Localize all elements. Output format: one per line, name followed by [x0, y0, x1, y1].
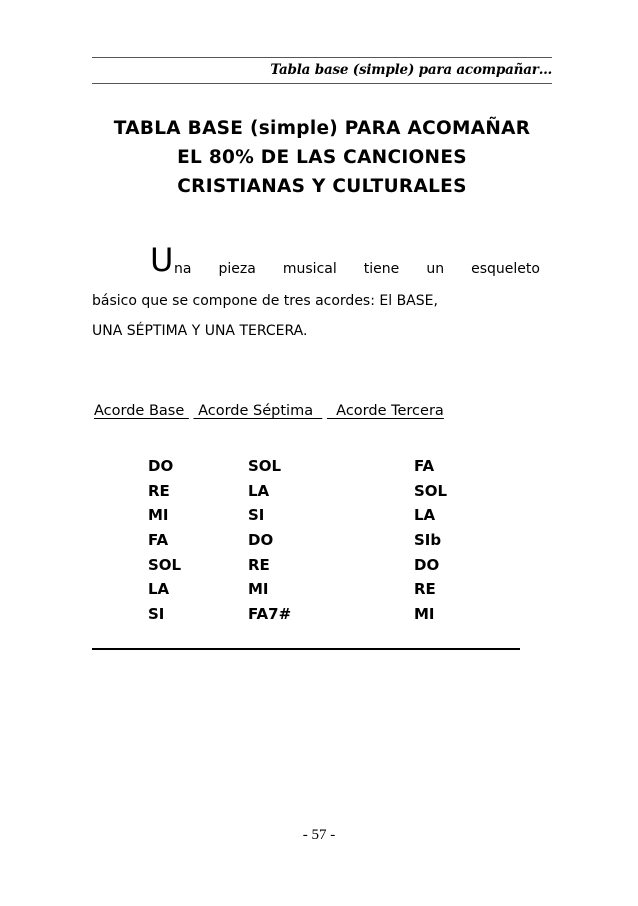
cell-base: MI — [148, 506, 169, 525]
header-tercera: Acorde Tercera — [326, 403, 444, 419]
cell-septima: FA7# — [248, 604, 292, 623]
table-row — [148, 454, 474, 479]
cell-tercera: SIb — [414, 531, 442, 550]
cell-base: SI — [148, 604, 165, 623]
cell-tercera: MI — [414, 604, 435, 623]
cell-base: FA — [148, 531, 169, 550]
cell-septima: SI — [248, 506, 265, 525]
cell-septima: RE — [248, 555, 270, 574]
page-title — [92, 114, 552, 201]
page-number: - 57 - — [302, 827, 336, 843]
word: musical — [282, 261, 337, 277]
header-rule-bottom — [92, 83, 552, 84]
intro-paragraph — [92, 240, 540, 346]
cell-tercera: FA — [414, 457, 435, 476]
paragraph-line: básico que se compone de tres acordes: El BASE, — [92, 293, 438, 309]
paragraph-line: UNA SÉPTIMA Y UNA TERCERA. — [92, 323, 308, 339]
drop-cap: U — [150, 241, 174, 279]
first-line-words — [174, 254, 540, 284]
table-row — [148, 602, 474, 627]
table-bottom-rule — [92, 648, 520, 650]
word: pieza — [218, 261, 256, 277]
cell-base: RE — [148, 481, 170, 500]
table-row — [148, 577, 474, 602]
title-line: CRISTIANAS Y CULTURALES — [177, 176, 467, 197]
paragraph-first-line — [92, 240, 540, 286]
chord-table-header — [94, 403, 524, 419]
header-rule-top — [92, 57, 552, 58]
word: esqueleto — [471, 261, 540, 277]
header-septima: Acorde Séptima — [193, 403, 323, 419]
cell-septima: SOL — [248, 457, 282, 476]
table-row — [148, 552, 474, 577]
word: tiene — [363, 261, 400, 277]
cell-septima: DO — [248, 531, 274, 550]
running-header: Tabla base (simple) para acompañar… — [270, 62, 552, 78]
table-row — [148, 479, 474, 504]
word: na — [174, 261, 192, 277]
chord-table — [148, 454, 474, 626]
cell-tercera: LA — [414, 506, 436, 525]
cell-septima: MI — [248, 580, 269, 599]
cell-base: SOL — [148, 555, 182, 574]
cell-tercera: SOL — [414, 481, 448, 500]
cell-base: DO — [148, 457, 174, 476]
title-line: EL 80% DE LAS CANCIONES — [177, 147, 467, 168]
cell-tercera: RE — [414, 580, 436, 599]
table-row — [148, 503, 474, 528]
cell-tercera: DO — [414, 555, 440, 574]
word: un — [426, 261, 445, 277]
table-row — [148, 528, 474, 553]
title-line: TABLA BASE (simple) PARA ACOMAÑAR — [113, 118, 531, 139]
header-base: Acorde Base — [94, 403, 189, 419]
cell-septima: LA — [248, 481, 270, 500]
cell-base: LA — [148, 580, 170, 599]
